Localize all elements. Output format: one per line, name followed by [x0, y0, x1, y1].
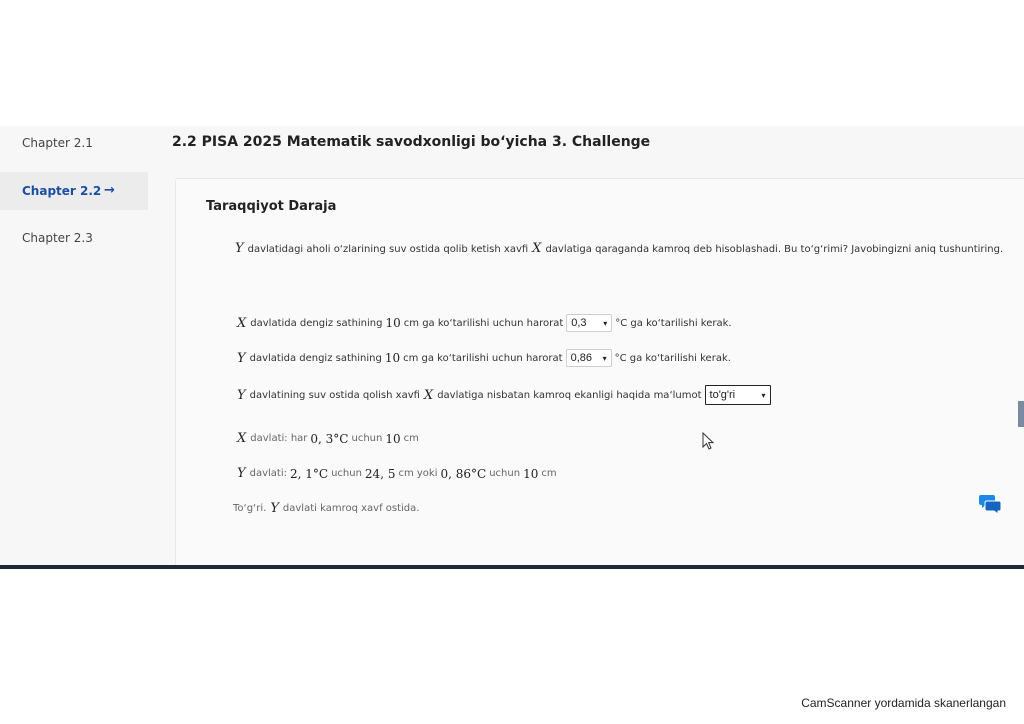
variable: Y — [237, 350, 246, 366]
solution-number: 10 — [385, 431, 401, 446]
sidebar-item-label: Chapter 2.1 — [22, 136, 93, 150]
answer-row-1 — [233, 314, 732, 332]
scanner-watermark: CamScanner yordamida skanerlangan — [801, 696, 1006, 710]
solution-number: 0, 86°C — [440, 466, 487, 481]
solution-text: davlati: — [249, 468, 287, 479]
taskbar-edge — [0, 565, 1024, 569]
variable: X — [423, 387, 434, 403]
sidebar-item-label: Chapter 2.3 — [22, 231, 93, 245]
solution-number: 2, 1°C — [289, 466, 329, 481]
solution-line-3 — [233, 501, 419, 516]
chevron-down-icon: ▾ — [602, 353, 607, 363]
variable-x: X — [532, 241, 542, 256]
solution-text: cm — [541, 468, 557, 479]
chat-bubbles-icon[interactable] — [978, 492, 1002, 516]
mouse-cursor-icon — [702, 432, 716, 452]
select-value: 0,86 — [570, 352, 592, 364]
variable: Y — [270, 501, 279, 516]
app-screen — [0, 126, 1024, 566]
row-text: davlatining suv ostida qolish xavfi — [249, 389, 420, 401]
solution-text: uchun — [331, 468, 362, 479]
sidebar-item-chapter-2-2[interactable] — [0, 172, 148, 210]
select-value: to'g'ri — [709, 389, 736, 401]
chevron-down-icon: ▾ — [603, 318, 608, 328]
question-part-1: davlatidagi aholi o‘zlarining suv ostida qolib ketish xavfi — [247, 244, 529, 255]
solution-text: cm yoki — [398, 468, 438, 479]
variable-y: Y — [235, 241, 244, 256]
solution-text: uchun — [489, 468, 521, 479]
solution-text: davlati: har — [250, 433, 308, 444]
row-text: davlatida dengiz sathining — [249, 352, 382, 364]
row-text: °C ga ko‘tarilishi kerak. — [614, 352, 731, 364]
solution-number: 10 — [523, 466, 539, 481]
row-text: davlatiga nisbatan kamroq ekanligi haqida ma‘lumot — [437, 389, 702, 401]
row-text: cm ga ko‘tarilishi uchun harorat — [403, 352, 563, 364]
solution-text: uchun — [351, 433, 383, 444]
variable: X — [237, 315, 247, 331]
sidebar-item-label: Chapter 2.2 — [22, 184, 102, 198]
variable: Y — [237, 387, 246, 403]
variable: Y — [237, 466, 246, 481]
solution-line-1 — [233, 431, 419, 446]
temperature-select-x[interactable] — [566, 314, 612, 332]
solution-line-2 — [233, 466, 557, 481]
sidebar-item-chapter-2-3[interactable] — [0, 219, 148, 257]
solution-text: cm — [403, 433, 419, 444]
page-title: 2.2 PISA 2025 Matematik savodxonligi bo‘yicha 3. Challenge — [172, 134, 651, 150]
question-part-2: davlatiga qaraganda kamroq deb hisoblashadi. Bu to‘g‘rimi? Javobingizni aniq tushuntiring. — [545, 244, 1004, 255]
row-text: davlatida dengiz sathining — [250, 317, 383, 329]
content-card — [175, 178, 1024, 566]
solution-text: davlati kamroq xavf ostida. — [282, 503, 420, 514]
row-text: °C ga ko‘tarilishi kerak. — [615, 317, 732, 329]
sidebar-item-chapter-2-1[interactable] — [0, 126, 148, 162]
solution-number: 0, 3°C — [310, 431, 349, 446]
truth-select[interactable] — [705, 385, 771, 405]
answer-row-2 — [233, 349, 731, 367]
solution-number: 24, 5 — [364, 466, 396, 481]
arrow-right-icon: → — [104, 183, 115, 198]
variable: X — [237, 431, 247, 446]
sidebar — [0, 126, 160, 566]
row-text: cm ga ko‘tarilishi uchun harorat — [403, 317, 564, 329]
scrollbar-thumb[interactable] — [1018, 401, 1024, 427]
row-number: 10 — [385, 316, 401, 330]
temperature-select-y[interactable] — [566, 349, 612, 367]
answer-row-3 — [233, 385, 774, 405]
select-value: 0,3 — [571, 317, 587, 329]
chevron-down-icon: ▾ — [761, 390, 766, 400]
question-text — [231, 237, 1011, 262]
row-number: 10 — [384, 351, 401, 365]
tab-title: Taraqqiyot Daraja — [206, 199, 337, 214]
solution-text: To‘g‘ri. — [233, 503, 267, 514]
